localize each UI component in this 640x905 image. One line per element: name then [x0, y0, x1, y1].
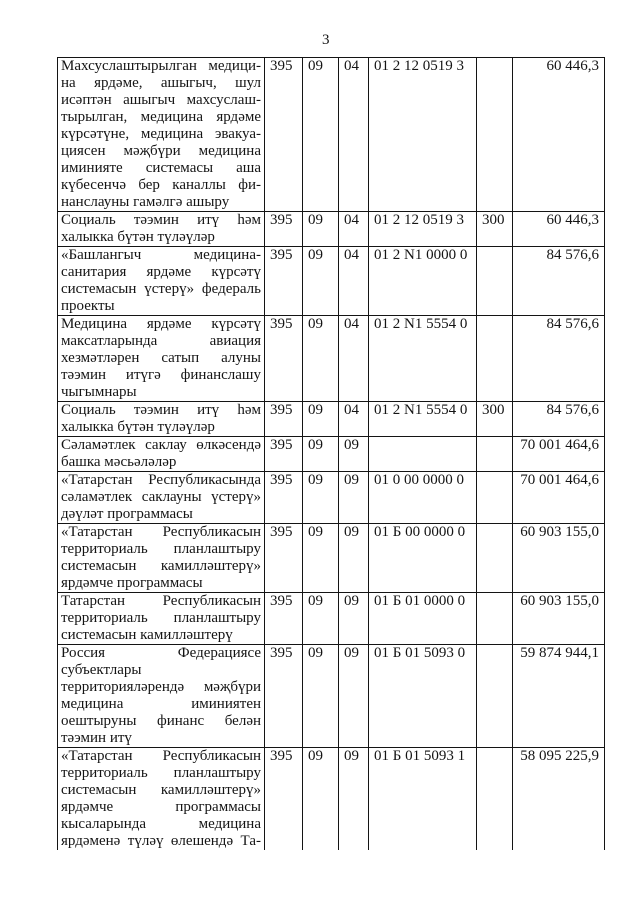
expense-type-code-cell: 300 — [477, 212, 513, 247]
expense-type-code-cell — [477, 437, 513, 472]
ministry-code-cell: 395 — [265, 524, 303, 593]
table-row — [58, 212, 605, 247]
table-row — [58, 748, 605, 851]
description-line: тәэмин итү — [61, 730, 132, 746]
description-line: «Татарстан Республикасында — [61, 472, 261, 488]
expense-type-code-cell — [477, 593, 513, 645]
description-line: Россия Федерациясе — [61, 645, 261, 661]
description-line: территориаль планлаштыру — [61, 541, 261, 557]
page-number: 3 — [322, 32, 330, 48]
description-line: ярдәменә түләү өлешендә Та- — [61, 833, 261, 849]
target-item-code-cell: 01 Б 00 0000 0 — [369, 524, 477, 593]
amount-cell: 60 903 155,0 — [513, 524, 605, 593]
subsection-code-cell: 04 — [339, 212, 369, 247]
amount-cell: 58 095 225,9 — [513, 748, 605, 851]
table-row — [58, 524, 605, 593]
expense-type-code-cell — [477, 58, 513, 212]
description-line: санитария ярдәме күрсәтү — [61, 264, 261, 280]
description-line: территориаль планлаштыру — [61, 610, 261, 626]
table-row — [58, 472, 605, 524]
description-line: Татарстан Республикасын — [61, 593, 261, 609]
subsection-code-cell: 09 — [339, 748, 369, 851]
description-line: Социаль тәэмин итү һәм — [61, 402, 261, 418]
subsection-code-cell: 04 — [339, 247, 369, 316]
description-line: Социаль тәэмин итү һәм — [61, 212, 261, 228]
description-line: системасын камилләштерү» — [61, 558, 261, 574]
description-line: максатларында авиация — [61, 333, 261, 349]
ministry-code-cell: 395 — [265, 402, 303, 437]
section-code-cell: 09 — [303, 593, 339, 645]
ministry-code-cell: 395 — [265, 593, 303, 645]
row-description — [58, 437, 265, 472]
table-row — [58, 593, 605, 645]
section-code-cell: 09 — [303, 247, 339, 316]
expense-type-code-cell — [477, 748, 513, 851]
amount-cell: 59 874 944,1 — [513, 645, 605, 748]
target-item-code-cell: 01 2 N1 5554 0 — [369, 316, 477, 402]
target-item-code-cell: 01 2 N1 5554 0 — [369, 402, 477, 437]
amount-cell: 84 576,6 — [513, 316, 605, 402]
description-line: иминияте системасы аша — [61, 160, 261, 176]
expense-type-code-cell — [477, 645, 513, 748]
amount-cell: 60 903 155,0 — [513, 593, 605, 645]
description-line: территорияләрендә мәҗбүри — [61, 679, 261, 695]
row-description — [58, 402, 265, 437]
description-line: системасын камилләштерү — [61, 627, 233, 643]
ministry-code-cell: 395 — [265, 472, 303, 524]
ministry-code-cell: 395 — [265, 316, 303, 402]
description-line: тәэмин итүгә финанслашу — [61, 367, 261, 383]
description-line: хезмәтләрен сатып алуны — [61, 350, 261, 366]
description-line: субъектлары — [61, 662, 142, 678]
expense-type-code-cell — [477, 247, 513, 316]
section-code-cell: 09 — [303, 58, 339, 212]
ministry-code-cell: 395 — [265, 247, 303, 316]
description-line: системасын үстерү» федераль — [61, 281, 261, 297]
subsection-code-cell: 04 — [339, 58, 369, 212]
row-description — [58, 247, 265, 316]
ministry-code-cell: 395 — [265, 645, 303, 748]
description-line: территориаль планлаштыру — [61, 765, 261, 781]
description-line: кысаларында медицина — [61, 816, 261, 832]
row-description — [58, 58, 265, 212]
description-line: «Татарстан Республикасын — [61, 748, 261, 764]
amount-cell: 84 576,6 — [513, 402, 605, 437]
target-item-code-cell: 01 Б 01 5093 0 — [369, 645, 477, 748]
description-line: циясен мәҗбүри медицина — [61, 143, 261, 159]
ministry-code-cell: 395 — [265, 212, 303, 247]
section-code-cell: 09 — [303, 402, 339, 437]
subsection-code-cell: 04 — [339, 316, 369, 402]
target-item-code-cell: 01 0 00 0000 0 — [369, 472, 477, 524]
target-item-code-cell — [369, 437, 477, 472]
description-line: башка мәсьәләләр — [61, 454, 177, 470]
description-line: күбесенчә бер каналлы фи- — [61, 177, 261, 193]
section-code-cell: 09 — [303, 472, 339, 524]
amount-cell: 70 001 464,6 — [513, 437, 605, 472]
section-code-cell: 09 — [303, 748, 339, 851]
table-row — [58, 316, 605, 402]
description-line: тырылган, медицина ярдәме — [61, 109, 261, 125]
description-line: сәламәтлек саклауны үстерү» — [61, 489, 261, 505]
subsection-code-cell: 09 — [339, 524, 369, 593]
ministry-code-cell: 395 — [265, 437, 303, 472]
row-description — [58, 748, 265, 851]
ministry-code-cell: 395 — [265, 58, 303, 212]
section-code-cell: 09 — [303, 316, 339, 402]
table-row — [58, 402, 605, 437]
description-line: халыкка бүтән түләүләр — [61, 419, 215, 435]
subsection-code-cell: 09 — [339, 472, 369, 524]
table-row — [58, 645, 605, 748]
description-line: халыкка бүтән түләүләр — [61, 229, 215, 245]
section-code-cell: 09 — [303, 645, 339, 748]
description-line: проекты — [61, 298, 115, 314]
expense-type-code-cell — [477, 524, 513, 593]
description-line: дәүләт программасы — [61, 506, 193, 522]
description-line: чыгымнары — [61, 384, 137, 400]
amount-cell: 84 576,6 — [513, 247, 605, 316]
section-code-cell: 09 — [303, 212, 339, 247]
row-description — [58, 316, 265, 402]
description-line: Медицина ярдәме күрсәтү — [61, 316, 261, 332]
description-line: ярдәмче программасы — [61, 575, 203, 591]
table-row — [58, 437, 605, 472]
amount-cell: 60 446,3 — [513, 58, 605, 212]
row-description — [58, 645, 265, 748]
target-item-code-cell: 01 Б 01 5093 1 — [369, 748, 477, 851]
description-line: исәптән ашыгыч махсуслаш- — [61, 92, 261, 108]
row-description — [58, 472, 265, 524]
row-description — [58, 212, 265, 247]
description-line: системасын камилләштерү» — [61, 782, 261, 798]
section-code-cell: 09 — [303, 524, 339, 593]
description-line: на ярдәме, ашыгыч, шул — [61, 75, 261, 91]
amount-cell: 60 446,3 — [513, 212, 605, 247]
section-code-cell: 09 — [303, 437, 339, 472]
description-line: медицина иминиятен — [61, 696, 261, 712]
target-item-code-cell: 01 2 N1 0000 0 — [369, 247, 477, 316]
subsection-code-cell: 09 — [339, 437, 369, 472]
expense-type-code-cell: 300 — [477, 402, 513, 437]
row-description — [58, 593, 265, 645]
description-line: күрсәтүне, медицина эвакуа- — [61, 126, 261, 142]
description-line: оештыруны финанс белән — [61, 713, 261, 729]
budget-table — [57, 57, 605, 850]
expense-type-code-cell — [477, 472, 513, 524]
subsection-code-cell: 04 — [339, 402, 369, 437]
description-line: ярдәмче программасы — [61, 799, 261, 815]
description-line: «Башлангыч медицина- — [61, 247, 261, 263]
expense-type-code-cell — [477, 316, 513, 402]
ministry-code-cell: 395 — [265, 748, 303, 851]
table-row — [58, 247, 605, 316]
description-line: «Татарстан Республикасын — [61, 524, 261, 540]
budget-table-body — [58, 58, 605, 851]
target-item-code-cell: 01 2 12 0519 3 — [369, 212, 477, 247]
amount-cell: 70 001 464,6 — [513, 472, 605, 524]
table-row — [58, 58, 605, 212]
target-item-code-cell: 01 2 12 0519 3 — [369, 58, 477, 212]
subsection-code-cell: 09 — [339, 645, 369, 748]
description-line: нанслауны гамәлгә ашыру — [61, 194, 230, 210]
row-description — [58, 524, 265, 593]
description-line: Сәламәтлек саклау өлкәсендә — [61, 437, 261, 453]
description-line: Махсуслаштырылган медици- — [61, 58, 261, 74]
subsection-code-cell: 09 — [339, 593, 369, 645]
target-item-code-cell: 01 Б 01 0000 0 — [369, 593, 477, 645]
